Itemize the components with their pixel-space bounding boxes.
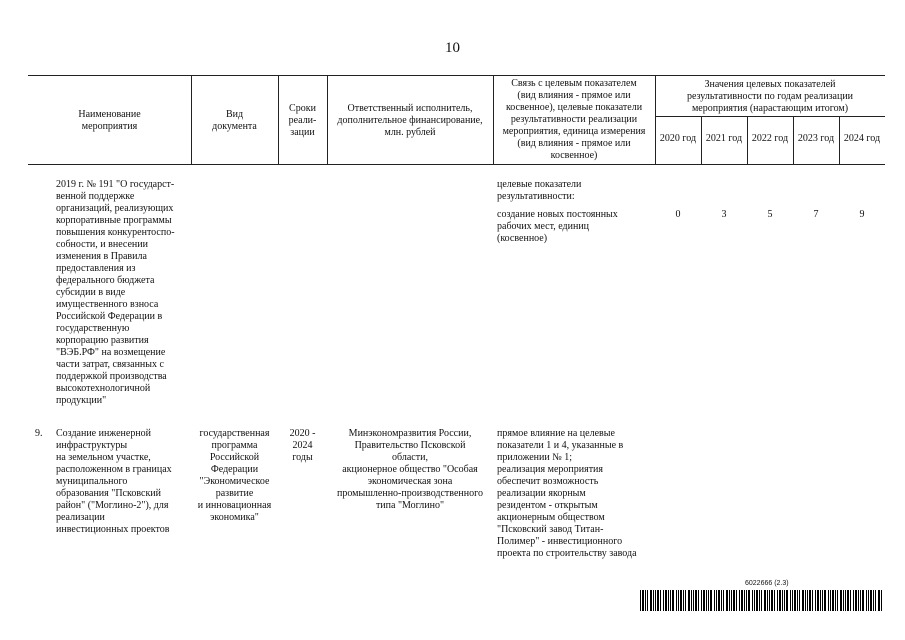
- row-executor: Минэкономразвития России, Правительство Псковской области, акционерное общество "Особая экономическая зона промышленно-производственного типа "Моглино": [337, 428, 483, 511]
- value-2024: 9: [859, 209, 865, 220]
- header-doc-type: Вид документа: [212, 109, 257, 132]
- header-year: 2023 год: [797, 133, 835, 144]
- values-subheader-divider: [655, 116, 885, 117]
- header-year: 2024 год: [843, 133, 881, 144]
- row-name: Создание инженерной инфраструктуры на земельном участке, расположенном в границах муниципального образования "Псковский район" ("Моглино-2"), для реализации инвестиционных проектов: [56, 428, 172, 535]
- value-2023: 7: [813, 209, 819, 220]
- header-year: 2022 год: [751, 133, 789, 144]
- continued-row-name: 2019 г. № 191 "О государст- венной поддержке организаций, реализующих корпоративные программы повышения конкурентоспо- собности, и внесении изменения в Правила предоставления из федерального бюджета субсидии в виде имущественного взноса Российской Федерации в государственную корпорацию развития "ВЭБ.РФ" на возмещение части затрат, связанных с поддержкой производства высокотехнологичной продукции": [56, 179, 175, 406]
- table-header-bottom-border: [28, 164, 885, 165]
- continued-row-indicator: создание новых постоянных рабочих мест, единиц (косвенное): [497, 209, 618, 244]
- table-top-border: [28, 75, 885, 76]
- row-doc-type: государственная программа Российской Федерации "Экономическое развитие и инновационная экономика": [197, 428, 272, 523]
- row-number: 9.: [35, 428, 43, 439]
- header-executor: Ответственный исполнитель, дополнительное финансирование, млн. рублей: [337, 103, 483, 138]
- header-term: Сроки реали- зации: [288, 103, 317, 138]
- value-2020: 0: [675, 209, 681, 220]
- header-year: 2021 год: [705, 133, 743, 144]
- header-values: Значения целевых показателей результативности по годам реализации мероприятия (нарастающим итогом): [686, 79, 854, 114]
- header-link: Связь с целевым показателем (вид влияния - прямое или косвенное), целевые показатели результативности реализации мероприятия, единица измерения (вид влияния - прямое или косвенное): [502, 78, 646, 161]
- header-name: Наименование мероприятия: [78, 109, 141, 132]
- header-year: 2020 год: [659, 133, 697, 144]
- value-2022: 5: [767, 209, 773, 220]
- barcode-number: 6022666 (2.3): [745, 580, 789, 587]
- row-link: прямое влияние на целевые показатели 1 и 4, указанные в приложении № 1; реализация мероприятия обеспечит возможность реализации якорным резидентом - открытым акционерным обществом "Псковский завод Титан- Полимер" - инвестиционного проекта по строительству завода: [497, 428, 637, 559]
- value-2021: 3: [721, 209, 727, 220]
- continued-row-link-title: целевые показатели результативности:: [497, 179, 582, 202]
- barcode-icon: [640, 590, 885, 611]
- row-term: 2020 - 2024 годы: [289, 428, 316, 463]
- page-number: 10: [445, 40, 460, 56]
